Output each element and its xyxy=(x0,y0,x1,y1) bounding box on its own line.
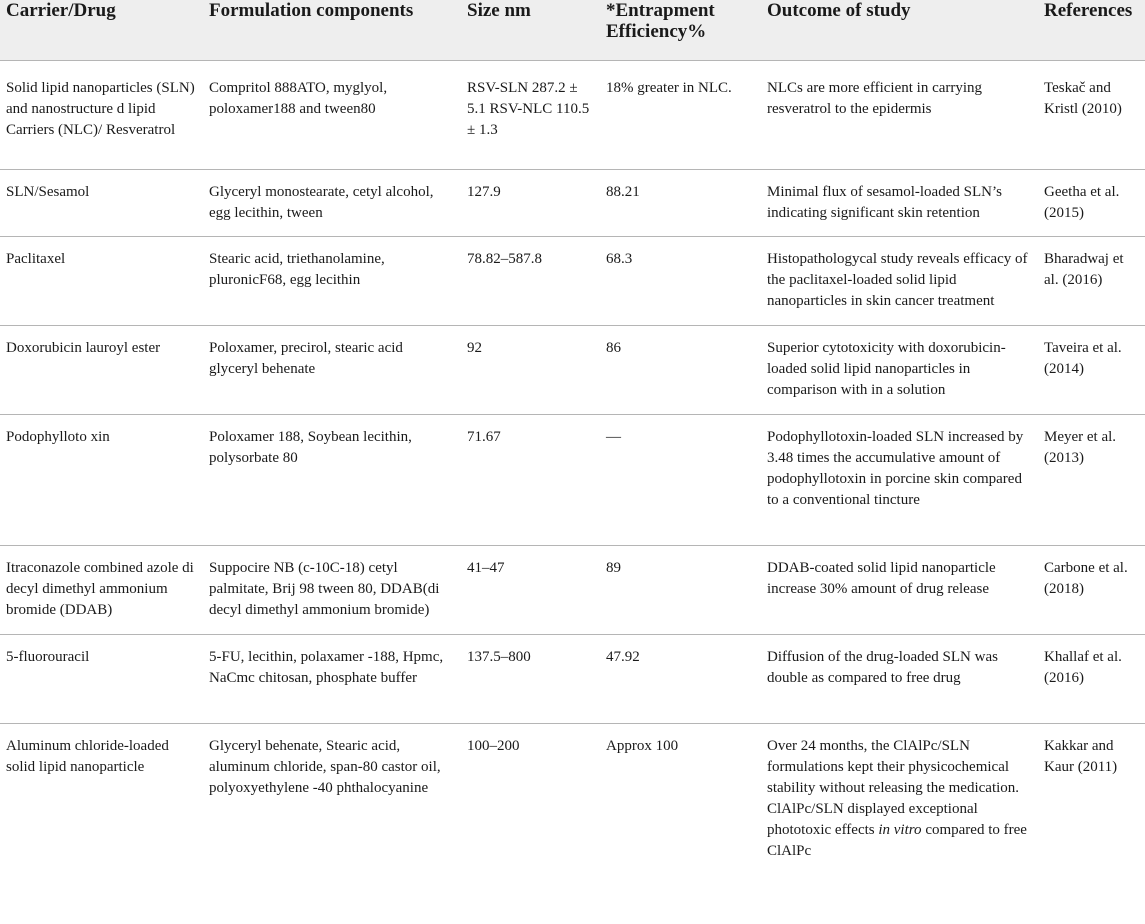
cell-size: 137.5–800 xyxy=(461,634,600,723)
cell-outcome xyxy=(761,723,1038,883)
cell-carrier: Doxorubicin lauroyl ester xyxy=(0,325,203,414)
cell-size: 100–200 xyxy=(467,737,520,754)
table-row xyxy=(0,60,1145,169)
cell-reference: Khallaf et al. (2016) xyxy=(1038,634,1145,723)
cell-reference: Teskač and Kristl (2010) xyxy=(1038,60,1145,169)
cell-outcome: Histopathologycal study reveals efficacy of the paclitaxel-loaded solid lipid nanoparticles in skin cancer treatment xyxy=(761,236,1038,325)
outcome-text-end: compared to free ClAlPc xyxy=(767,821,1027,859)
cell-entrapment: 88.21 xyxy=(600,169,761,236)
table-row xyxy=(0,236,1145,325)
header-formulation-components: Formulation components xyxy=(203,0,461,60)
cell-reference: Kakkar and Kaur (2011) xyxy=(1044,737,1118,775)
cell-carrier: Itraconazole combined azole di decyl dimethyl ammonium bromide (DDAB) xyxy=(0,545,203,634)
cell-reference: Bharadwaj et al. (2016) xyxy=(1038,236,1145,325)
cell-size: 92 xyxy=(461,325,600,414)
cell-carrier: Podophylloto xin xyxy=(0,414,203,545)
cell-carrier: Paclitaxel xyxy=(0,236,203,325)
cell-outcome: NLCs are more efficient in carrying resveratrol to the epidermis xyxy=(761,60,1038,169)
cell-outcome: DDAB-coated solid lipid nanoparticle increase 30% amount of drug release xyxy=(761,545,1038,634)
cell-size: 78.82–587.8 xyxy=(461,236,600,325)
cell-entrapment: 68.3 xyxy=(600,236,761,325)
cell-entrapment: Approx 100 xyxy=(606,737,679,754)
cell-reference: Meyer et al. (2013) xyxy=(1038,414,1145,545)
cell-outcome: Podophyllotoxin-loaded SLN increased by 3.48 times the accumulative amount of podophyllotoxin in porcine skin compared to a conventional tincture xyxy=(761,414,1038,545)
header-size: Size nm xyxy=(461,0,600,60)
cell-entrapment: 18% greater in NLC. xyxy=(600,60,761,169)
table-header xyxy=(0,0,1145,60)
header-references: References xyxy=(1038,0,1145,60)
cell-reference: Taveira et al. (2014) xyxy=(1038,325,1145,414)
cell-reference: Carbone et al. (2018) xyxy=(1038,545,1145,634)
header-outcome: Outcome of study xyxy=(761,0,1038,60)
cell-components: Suppocire NB (c-10C-18) cetyl palmitate, Brij 98 tween 80, DDAB(di decyl dimethyl ammonium bromide) xyxy=(203,545,461,634)
cell-carrier: 5-fluorouracil xyxy=(0,634,203,723)
cell-size: 71.67 xyxy=(461,414,600,545)
table-row xyxy=(0,414,1145,545)
outcome-italic-text: in vitro xyxy=(878,821,922,838)
outcome-text: Over 24 months, the ClAlPc/SLN formulations kept their physicochemical stability without releasing the medication. ClAlPc/SLN displayed exceptional phototoxic effects xyxy=(767,737,1020,838)
cell-entrapment: 86 xyxy=(600,325,761,414)
cell-carrier: Aluminum chloride-loaded solid lipid nanoparticle xyxy=(6,737,169,775)
cell-entrapment: 47.92 xyxy=(600,634,761,723)
cell-entrapment: — xyxy=(600,414,761,545)
cell-size: RSV-SLN 287.2 ± 5.1 RSV-NLC 110.5 ± 1.3 xyxy=(461,60,600,169)
cell-components: 5-FU, lecithin, polaxamer -188, Hpmc, NaCmc chitosan, phosphate buffer xyxy=(203,634,461,723)
table-row xyxy=(0,545,1145,634)
cell-carrier: SLN/Sesamol xyxy=(0,169,203,236)
cell-components: Glyceryl behenate, Stearic acid, aluminum chloride, span-80 castor oil, polyoxyethylene -40 phthalocyanine xyxy=(209,737,441,796)
table-row xyxy=(0,723,1145,883)
table-row xyxy=(0,325,1145,414)
header-row xyxy=(0,0,1145,60)
table-row xyxy=(0,634,1145,723)
cell-size: 41–47 xyxy=(461,545,600,634)
table-row xyxy=(0,169,1145,236)
cell-size: 127.9 xyxy=(461,169,600,236)
header-carrier-drug: Carrier/Drug xyxy=(0,0,203,60)
cell-components: Poloxamer 188, Soybean lecithin, polysorbate 80 xyxy=(203,414,461,545)
header-entrapment-efficiency: *Entrapment Efficiency% xyxy=(600,0,761,60)
table-body xyxy=(0,60,1145,883)
cell-outcome: Diffusion of the drug-loaded SLN was double as compared to free drug xyxy=(761,634,1038,723)
cell-entrapment: 89 xyxy=(600,545,761,634)
cell-components: Glyceryl monostearate, cetyl alcohol, egg lecithin, tween xyxy=(203,169,461,236)
cell-reference: Geetha et al. (2015) xyxy=(1038,169,1145,236)
cell-components: Poloxamer, precirol, stearic acid glyceryl behenate xyxy=(203,325,461,414)
cell-carrier: Solid lipid nanoparticles (SLN) and nanostructure d lipid Carriers (NLC)/ Resveratrol xyxy=(0,60,203,169)
cell-components: Stearic acid, triethanolamine, pluronicF68, egg lecithin xyxy=(203,236,461,325)
cell-components: Compritol 888ATO, myglyol, poloxamer188 and tween80 xyxy=(203,60,461,169)
cell-outcome: Minimal flux of sesamol-loaded SLN’s indicating significant skin retention xyxy=(761,169,1038,236)
cell-outcome: Superior cytotoxicity with doxorubicin-loaded solid lipid nanoparticles in comparison with in a solution xyxy=(761,325,1038,414)
